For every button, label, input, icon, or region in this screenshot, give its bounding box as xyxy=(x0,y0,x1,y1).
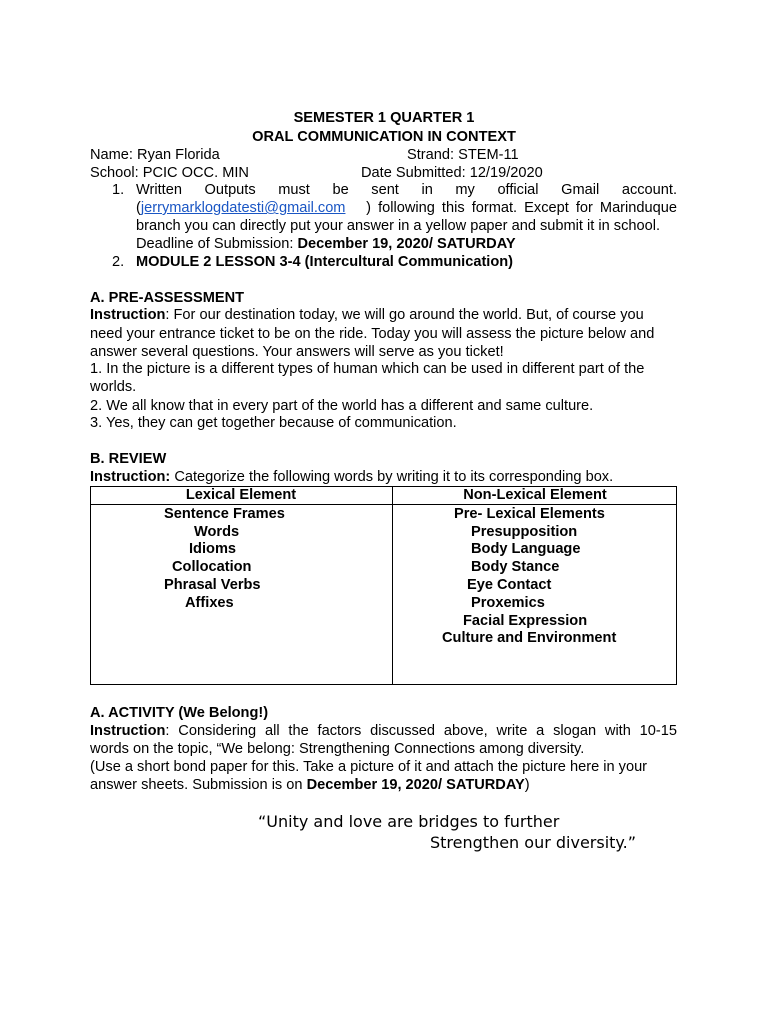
lexical-item: Sentence Frames xyxy=(164,506,285,522)
deadline-line xyxy=(136,235,516,253)
activity-instruction-text: : Considering all the factors discussed above, write a slogan with 10-15 xyxy=(165,723,677,739)
answer-1-line1: 1. In the picture is a different types of human which can be used in different part of the xyxy=(90,361,645,377)
school: School: PCIC OCC. MIN xyxy=(90,165,249,181)
non-lexical-item: Presupposition xyxy=(471,524,578,540)
lexical-item: Collocation xyxy=(172,559,252,575)
list-item-1-line1: Written Outputs must be sent in my official Gmail account. xyxy=(136,182,677,198)
answer-2: 2. We all know that in every part of the world has a different and same culture. xyxy=(90,398,594,414)
non-lexical-item: Body Language xyxy=(471,541,581,557)
table-header-lexical: Lexical Element xyxy=(185,487,297,503)
activity-heading: A. ACTIVITY (We Belong!) xyxy=(90,705,269,721)
strand: Strand: STEM-11 xyxy=(407,147,519,163)
semester-heading: SEMESTER 1 QUARTER 1 xyxy=(293,110,475,126)
list-item-1-line3: branch you can directly put your answer in a yellow paper and submit it in school. xyxy=(136,218,661,234)
non-lexical-item: Eye Contact xyxy=(467,577,552,593)
submission-text: answer sheets. Submission is on xyxy=(90,777,307,793)
non-lexical-item: Body Stance xyxy=(471,559,560,575)
lexical-item: Words xyxy=(194,524,240,540)
table-header-non-lexical: Non-Lexical Element xyxy=(463,487,607,503)
review-instruction xyxy=(90,468,613,486)
non-lexical-item: Facial Expression xyxy=(463,613,588,629)
close-paren: ) xyxy=(524,777,530,793)
list-number-1: 1. xyxy=(112,182,125,198)
open-paren: ( xyxy=(136,200,141,216)
activity-instruction-line2: words on the topic, “We belong: Strengthening Connections among diversity. xyxy=(90,741,585,757)
list-item-1-line2-text: ) following this format. Except for Marinduque xyxy=(366,200,677,216)
pre-assessment-instruction-line2: need your entrance ticket to be on the ride. Today you will assess the picture below and xyxy=(90,326,655,342)
activity-instruction-label: Instruction xyxy=(90,723,166,739)
activity-instruction-line4 xyxy=(90,776,530,794)
lexical-item: Phrasal Verbs xyxy=(164,577,261,593)
answer-1-line2: worlds. xyxy=(90,379,137,395)
date-submitted: Date Submitted: 12/19/2020 xyxy=(361,165,543,181)
non-lexical-item: Proxemics xyxy=(471,595,545,611)
pre-assessment-instruction-line1 xyxy=(90,306,644,324)
pre-assessment-heading: A. PRE-ASSESSMENT xyxy=(90,290,245,306)
table-divider-vertical xyxy=(392,486,393,685)
review-heading: B. REVIEW xyxy=(90,451,167,467)
list-number-2: 2. xyxy=(112,254,125,270)
slogan-line1: “Unity and love are bridges to further xyxy=(258,812,560,831)
lexical-item: Idioms xyxy=(189,541,237,557)
instruction-label: Instruction xyxy=(90,307,166,323)
activity-instruction-line3: (Use a short bond paper for this. Take a picture of it and attach the picture here in your xyxy=(90,759,648,775)
non-lexical-item: Culture and Environment xyxy=(442,630,617,646)
lexical-item: Affixes xyxy=(185,595,234,611)
list-item-1-line2 xyxy=(136,199,677,217)
module-title: MODULE 2 LESSON 3-4 (Intercultural Communication) xyxy=(136,254,514,270)
review-instruction-label: Instruction: xyxy=(90,469,171,485)
non-lexical-item: Pre- Lexical Elements xyxy=(454,506,605,522)
slogan-line2: Strengthen our diversity.” xyxy=(430,833,636,852)
email-link[interactable]: jerrymarklogdatesti@gmail.com xyxy=(140,200,346,216)
answer-3: 3. Yes, they can get together because of communication. xyxy=(90,415,457,431)
instruction-text: : For our destination today, we will go around the world. But, of course you xyxy=(165,307,644,323)
submission-date: December 19, 2020/ SATURDAY xyxy=(306,777,525,793)
activity-instruction-line1 xyxy=(90,722,677,740)
review-instruction-text: Categorize the following words by writing it to its corresponding box. xyxy=(170,469,614,485)
pre-assessment-instruction-line3: answer several questions. Your answers will serve as you ticket! xyxy=(90,344,504,360)
deadline-label: Deadline of Submission: xyxy=(136,236,298,252)
student-name: Name: Ryan Florida xyxy=(90,147,220,163)
deadline-value: December 19, 2020/ SATURDAY xyxy=(297,236,516,252)
subject-heading: ORAL COMMUNICATION IN CONTEXT xyxy=(252,129,516,145)
